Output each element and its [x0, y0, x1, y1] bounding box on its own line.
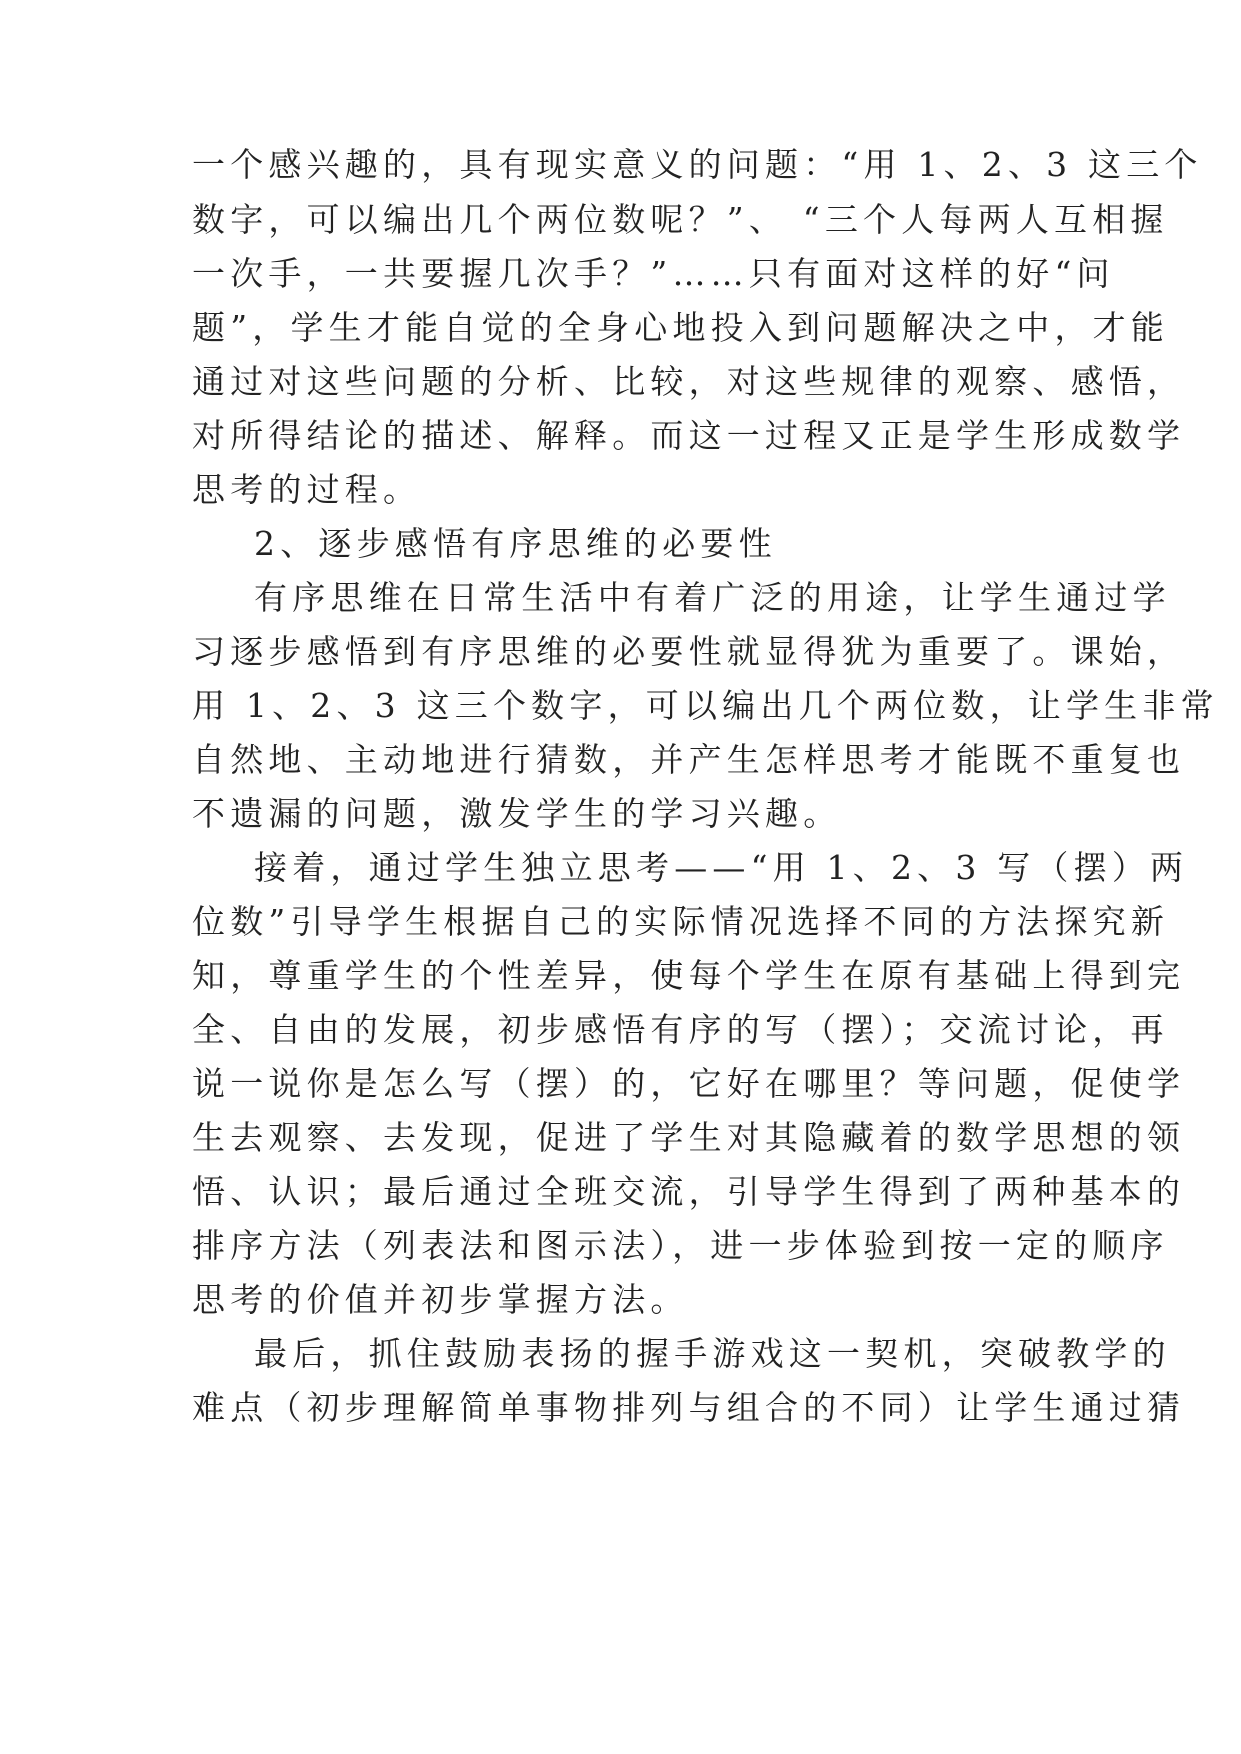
- text-line: 接着，通过学生独立思考——“用 1、2、3 写（摆）两: [254, 848, 1189, 887]
- text-line: 最后，抓住鼓励表扬的握手游戏这一契机，突破教学的: [254, 1334, 1171, 1373]
- text-line: 一次手，一共要握几次手？”……只有面对这样的好“问: [192, 254, 1115, 293]
- text-line: 数字，可以编出几个两位数呢？”、 “三个人每两人互相握: [192, 200, 1169, 239]
- section-heading: 2、逐步感悟有序思维的必要性: [254, 524, 777, 563]
- text-line: 一个感兴趣的，具有现实意义的问题：“用 1、2、3 这三个: [192, 145, 1203, 184]
- text-line: 习逐步感悟到有序思维的必要性就显得犹为重要了。课始，: [192, 632, 1186, 671]
- text-line: 有序思维在日常生活中有着广泛的用途，让学生通过学: [254, 578, 1171, 617]
- text-line: 悟、认识；最后通过全班交流，引导学生得到了两种基本的: [192, 1172, 1186, 1211]
- text-line: 排序方法（列表法和图示法），进一步体验到按一定的顺序: [192, 1226, 1169, 1265]
- text-line: 思考的价值并初步掌握方法。: [192, 1280, 689, 1319]
- text-line: 题”，学生才能自觉的全身心地投入到问题解决之中，才能: [192, 308, 1170, 347]
- text-line: 位数”引导学生根据自己的实际情况选择不同的方法探究新: [192, 902, 1170, 941]
- text-line: 知，尊重学生的个性差异，使每个学生在原有基础上得到完: [192, 956, 1186, 995]
- text-line: 难点（初步理解简单事物排列与组合的不同）让学生通过猜: [192, 1388, 1186, 1427]
- text-line: 全、自由的发展，初步感悟有序的写（摆）；交流讨论，再: [192, 1010, 1169, 1049]
- text-line: 生去观察、去发现，促进了学生对其隐藏着的数学思想的领: [192, 1118, 1186, 1157]
- text-line: 不遗漏的问题，激发学生的学习兴趣。: [192, 794, 842, 833]
- text-line: 思考的过程。: [192, 470, 422, 509]
- text-line: 对所得结论的描述、解释。而这一过程又正是学生形成数学: [192, 416, 1186, 455]
- text-line: 用 1、2、3 这三个数字，可以编出几个两位数，让学生非常: [192, 686, 1219, 725]
- text-line: 通过对这些问题的分析、比较，对这些规律的观察、感悟，: [192, 362, 1186, 401]
- text-line: 说一说你是怎么写（摆）的，它好在哪里？等问题，促使学: [192, 1064, 1186, 1103]
- text-line: 自然地、主动地进行猜数，并产生怎样思考才能既不重复也: [192, 740, 1186, 779]
